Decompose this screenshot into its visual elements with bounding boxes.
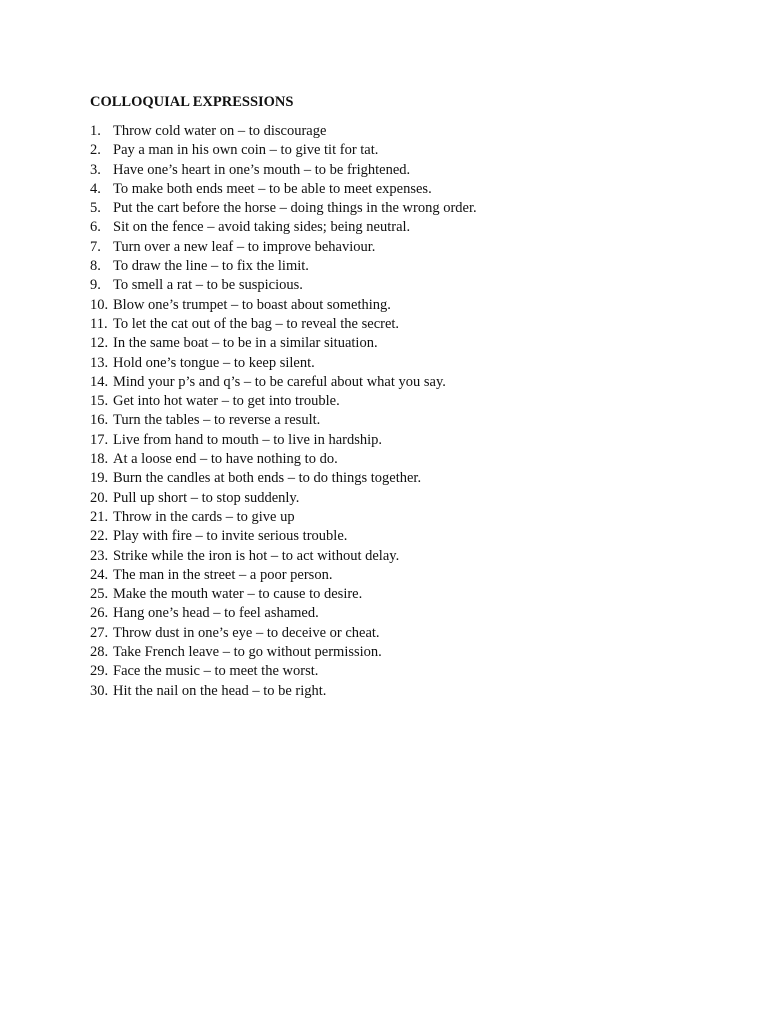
- item-number: 18.: [90, 451, 109, 468]
- list-item: [90, 199, 690, 218]
- list-item: [90, 218, 690, 237]
- item-number: 12.: [90, 335, 109, 352]
- list-item: [90, 257, 690, 276]
- item-number: 7.: [90, 238, 101, 255]
- item-number: 3.: [90, 161, 101, 178]
- item-text: Get into hot water – to get into trouble.: [113, 393, 340, 410]
- list-item: [90, 566, 690, 585]
- list-item: [90, 643, 690, 662]
- list-item: [90, 469, 690, 488]
- list-item: [90, 662, 690, 681]
- list-item: [90, 450, 690, 469]
- item-number: 27.: [90, 624, 109, 641]
- item-text: Mind your p’s and q’s – to be careful about what you say.: [113, 373, 446, 390]
- list-item: [90, 296, 690, 315]
- list-item: [90, 508, 690, 527]
- item-number: 22.: [90, 528, 109, 545]
- list-item: [90, 334, 690, 353]
- item-text: Make the mouth water – to cause to desire.: [113, 586, 363, 603]
- list-item: [90, 411, 690, 430]
- list-item: [90, 238, 690, 257]
- item-text: Turn the tables – to reverse a result.: [113, 412, 321, 429]
- list-item: [90, 624, 690, 643]
- item-number: 19.: [90, 470, 109, 487]
- list-item: [90, 527, 690, 546]
- list-item: [90, 276, 690, 295]
- item-text: Take French leave – to go without permission.: [113, 644, 382, 661]
- list-item: [90, 392, 690, 411]
- item-number: 6.: [90, 219, 101, 236]
- item-text: Pay a man in his own coin – to give tit for tat.: [113, 142, 379, 159]
- list-item: [90, 604, 690, 623]
- list-item: [90, 373, 690, 392]
- item-text: Throw cold water on – to discourage: [113, 123, 327, 139]
- item-text: Hang one’s head – to feel ashamed.: [113, 605, 319, 622]
- item-number: 29.: [90, 663, 109, 680]
- list-item: [90, 180, 690, 199]
- item-number: 5.: [90, 200, 101, 217]
- item-number: 21.: [90, 508, 109, 525]
- item-text: Sit on the fence – avoid taking sides; being neutral.: [113, 219, 411, 236]
- item-text: Live from hand to mouth – to live in hardship.: [113, 431, 383, 448]
- item-number: 10.: [90, 296, 109, 313]
- list-item: [90, 431, 690, 450]
- item-number: 8.: [90, 258, 101, 275]
- item-text: Have one’s heart in one’s mouth – to be frightened.: [113, 161, 411, 178]
- item-text: To make both ends meet – to be able to meet expenses.: [113, 180, 432, 197]
- list-item: [90, 141, 690, 160]
- item-number: 30.: [90, 682, 109, 699]
- document-page: [90, 93, 690, 701]
- item-number: 13.: [90, 354, 109, 371]
- list-item: [90, 161, 690, 180]
- item-text: Throw in the cards – to give up: [113, 508, 295, 525]
- item-number: 14.: [90, 373, 109, 390]
- list-item: [90, 489, 690, 508]
- item-text: At a loose end – to have nothing to do.: [113, 451, 338, 468]
- item-number: 28.: [90, 644, 109, 661]
- item-number: 1.: [90, 123, 101, 139]
- list-item: [90, 585, 690, 604]
- item-number: 25.: [90, 586, 109, 603]
- item-text: To draw the line – to fix the limit.: [113, 258, 309, 275]
- item-text: Pull up short – to stop suddenly.: [113, 489, 300, 506]
- item-text: To let the cat out of the bag – to reveal the secret.: [113, 315, 400, 332]
- item-text: Hit the nail on the head – to be right.: [113, 682, 327, 699]
- item-text: Play with fire – to invite serious trouble.: [113, 528, 348, 545]
- item-number: 16.: [90, 412, 109, 429]
- item-number: 4.: [90, 180, 101, 197]
- list-item: [90, 315, 690, 334]
- list-item: [90, 547, 690, 566]
- list-item: [90, 682, 690, 701]
- item-text: Put the cart before the horse – doing things in the wrong order.: [113, 200, 477, 217]
- expression-list: [90, 122, 690, 701]
- item-text: The man in the street – a poor person.: [113, 566, 333, 583]
- item-number: 20.: [90, 489, 109, 506]
- item-number: 17.: [90, 431, 109, 448]
- item-text: Throw dust in one’s eye – to deceive or cheat.: [113, 624, 380, 641]
- item-text: Turn over a new leaf – to improve behaviour.: [113, 238, 376, 255]
- item-text: To smell a rat – to be suspicious.: [113, 277, 303, 294]
- list-item: [90, 354, 690, 373]
- item-text: Hold one’s tongue – to keep silent.: [113, 354, 315, 371]
- item-number: 2.: [90, 142, 101, 159]
- item-number: 26.: [90, 605, 109, 622]
- item-text: Face the music – to meet the worst.: [113, 663, 319, 680]
- item-number: 11.: [90, 315, 108, 332]
- item-number: 9.: [90, 277, 101, 294]
- item-text: Blow one’s trumpet – to boast about something.: [113, 296, 391, 313]
- item-number: 15.: [90, 393, 109, 410]
- item-number: 24.: [90, 566, 109, 583]
- list-item: [90, 122, 690, 141]
- item-text: In the same boat – to be in a similar situation.: [113, 335, 378, 352]
- item-number: 23.: [90, 547, 109, 564]
- item-text: Burn the candles at both ends – to do things together.: [113, 470, 422, 487]
- page-title: COLLOQUIAL EXPRESSIONS: [90, 94, 294, 110]
- item-text: Strike while the iron is hot – to act without delay.: [113, 547, 400, 564]
